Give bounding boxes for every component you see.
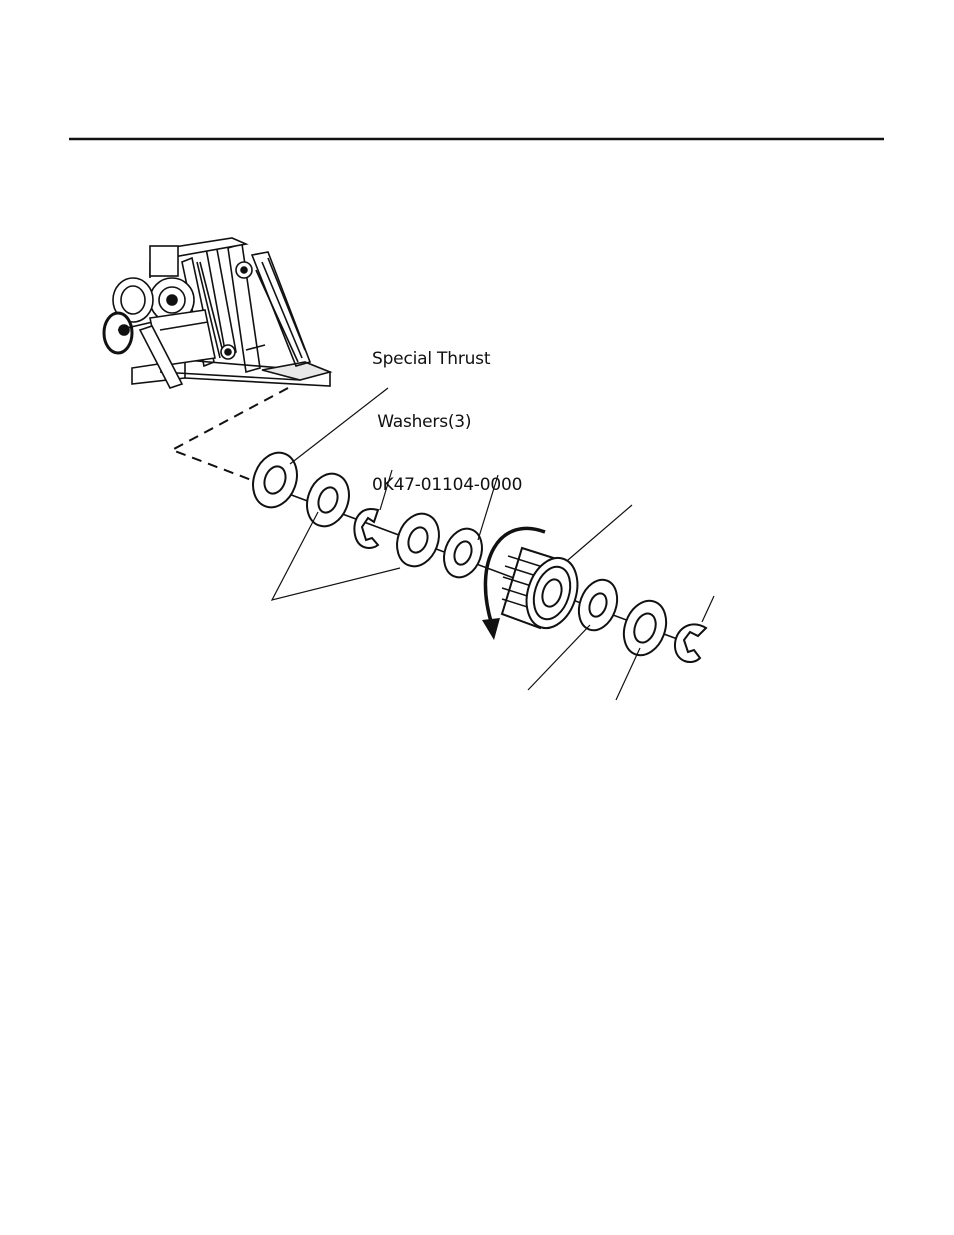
washer-3 (390, 508, 446, 572)
machine-frame-illustration (104, 238, 330, 388)
washer-2 (300, 468, 356, 532)
callout-line-2: Washers(3) (372, 412, 472, 432)
gear-pulley (502, 548, 586, 635)
thrust-washer-1 (246, 447, 305, 514)
callout-part-number: 0K47-01104-0000 (372, 475, 523, 495)
thrust-washer-callout (372, 307, 522, 517)
washer-5 (572, 574, 624, 635)
callout-line-1: Special Thrust (372, 349, 491, 369)
e-clip-2 (675, 624, 706, 662)
washer-6 (617, 595, 674, 661)
